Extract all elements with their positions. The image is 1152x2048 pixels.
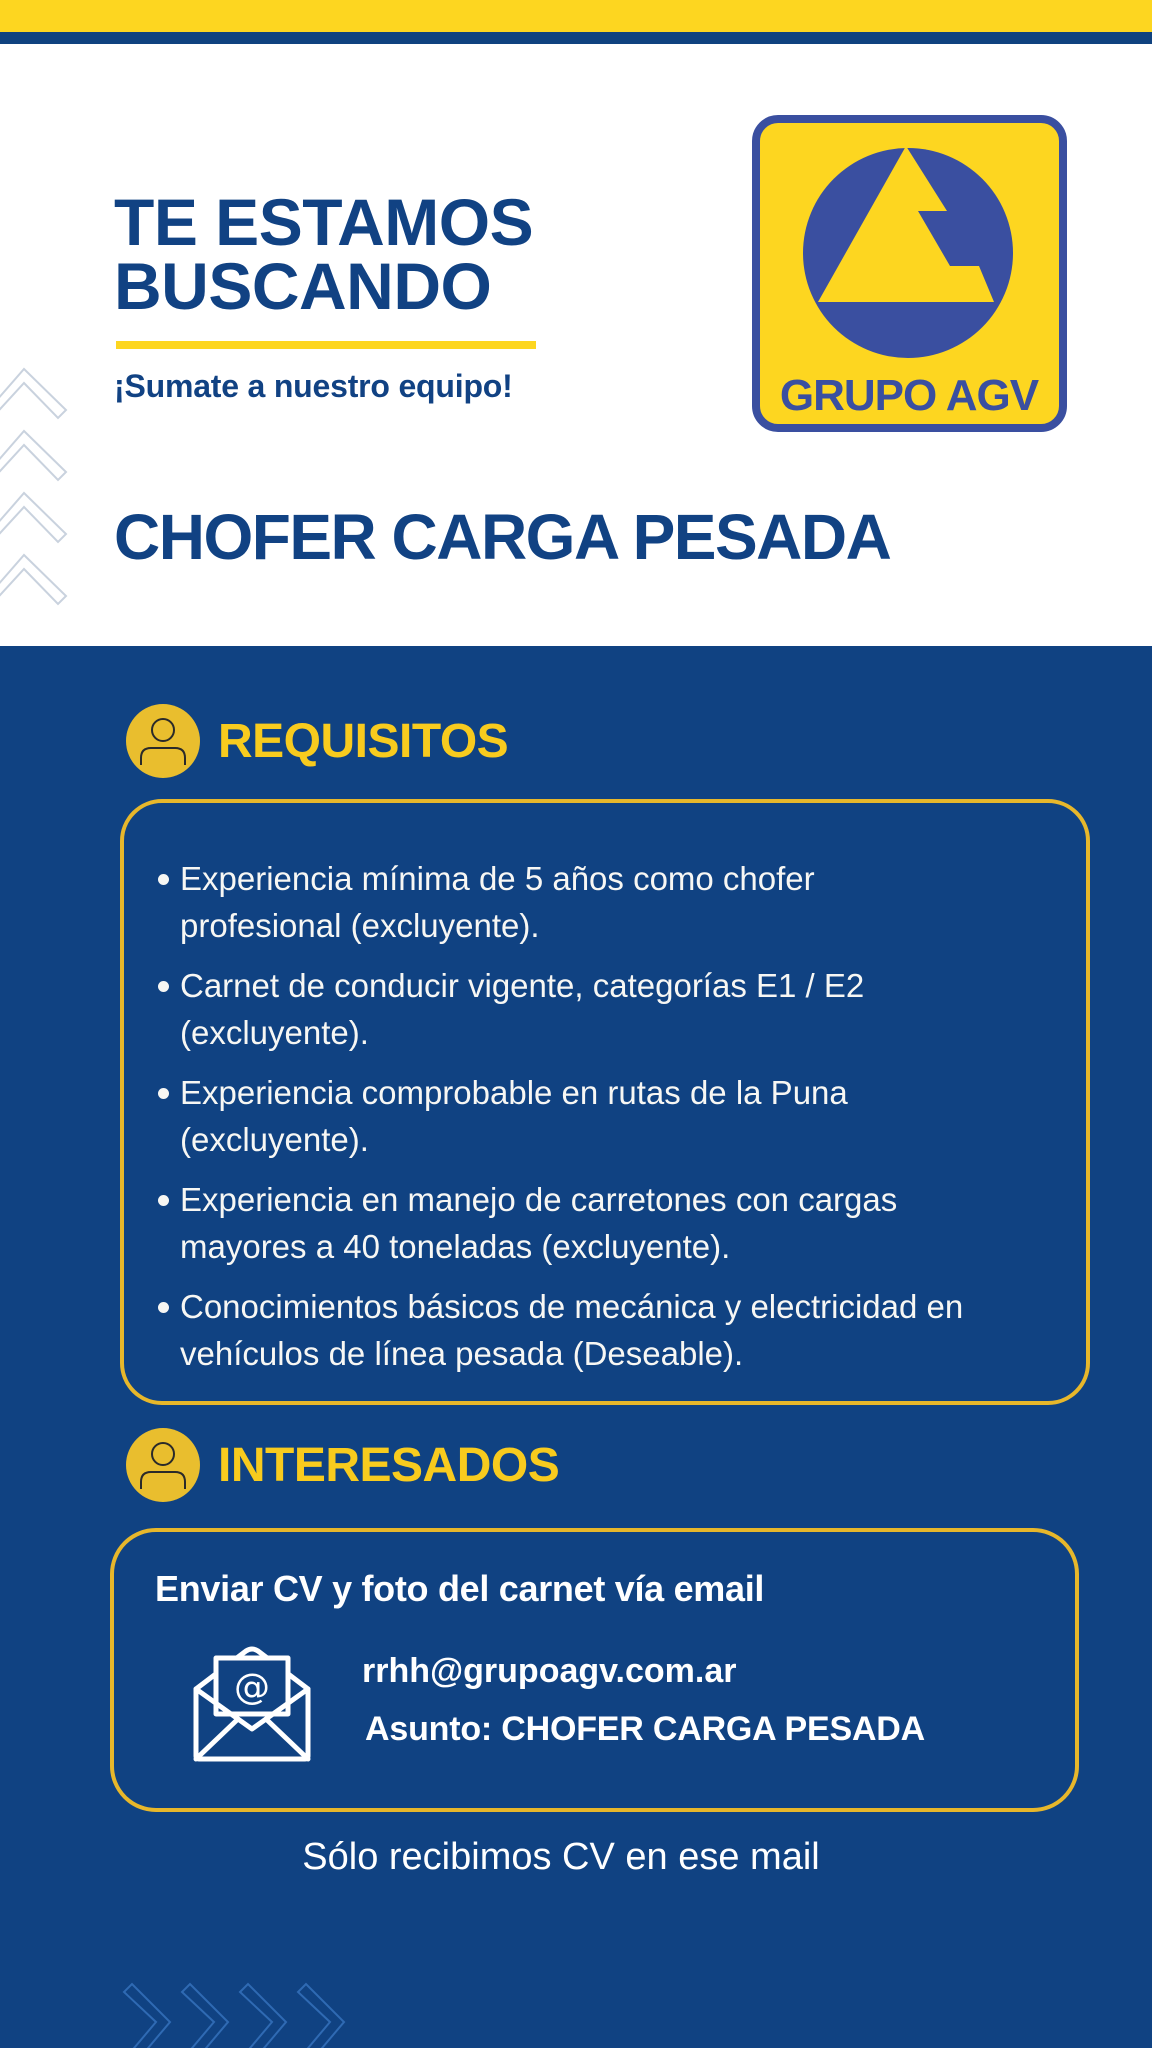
hero-title-line-1: TE ESTAMOS <box>114 185 534 259</box>
top-yellow-stripe <box>0 0 1152 32</box>
person-icon <box>126 704 200 778</box>
contact-instruction: Enviar CV y foto del carnet vía email <box>155 1568 765 1609</box>
requirement-line: Experiencia en manejo de carretones con cargas <box>180 1181 898 1218</box>
requirements-heading: REQUISITOS <box>218 714 509 768</box>
bullet-icon <box>158 1195 169 1206</box>
requirement-line: Carnet de conducir vigente, categorías E1 / E2 <box>180 967 865 1004</box>
svg-text:@: @ <box>234 1667 270 1708</box>
chevron-up-decoration-icon <box>0 360 80 620</box>
hero-title-line-2: BUSCANDO <box>114 249 492 323</box>
requirement-line: mayores a 40 toneladas (excluyente). <box>180 1228 731 1265</box>
chevron-right-decoration-icon <box>116 1980 356 2048</box>
requirement-line: Experiencia mínima de 5 años como chofer <box>180 860 815 897</box>
requirements-header <box>126 704 508 778</box>
envelope-at-icon <box>192 1645 312 1763</box>
requirement-line: profesional (excluyente). <box>180 907 540 944</box>
bullet-icon <box>158 1302 169 1313</box>
requirement-line: Experiencia comprobable en rutas de la Puna <box>180 1074 848 1111</box>
requirement-item <box>124 962 1086 1056</box>
bullet-icon <box>158 981 169 992</box>
requirements-list <box>124 855 1086 1390</box>
hero-underline <box>116 341 536 349</box>
contact-header <box>126 1428 559 1502</box>
contact-box <box>110 1528 1079 1812</box>
contact-subject: Asunto: CHOFER CARGA PESADA <box>365 1710 925 1748</box>
bullet-icon <box>158 874 169 885</box>
top-blue-stripe <box>0 32 1152 44</box>
requirement-line: (excluyente). <box>180 1014 369 1051</box>
requirement-item <box>124 855 1086 949</box>
logo-text: GRUPO AGV <box>779 371 1039 420</box>
requirement-item <box>124 1283 1086 1377</box>
requirement-line: vehículos de línea pesada (Deseable). <box>180 1335 744 1372</box>
hero-subtitle: ¡Sumate a nuestro equipo! <box>114 368 513 404</box>
requirement-line: Conocimientos básicos de mecánica y electricidad en <box>180 1288 964 1325</box>
requirement-line: (excluyente). <box>180 1121 369 1158</box>
person-icon <box>126 1428 200 1502</box>
grupo-agv-logo <box>752 115 1067 432</box>
footer-note: Sólo recibimos CV en ese mail <box>302 1836 820 1878</box>
hero-title <box>114 185 534 323</box>
contact-heading: INTERESADOS <box>218 1438 560 1492</box>
contact-email-link[interactable]: rrhh@grupoagv.com.ar <box>362 1652 737 1690</box>
requirement-item <box>124 1069 1086 1163</box>
bullet-icon <box>158 1088 169 1099</box>
requirements-box <box>120 799 1090 1405</box>
requirement-item <box>124 1176 1086 1270</box>
job-title: CHOFER CARGA PESADA <box>114 501 891 573</box>
